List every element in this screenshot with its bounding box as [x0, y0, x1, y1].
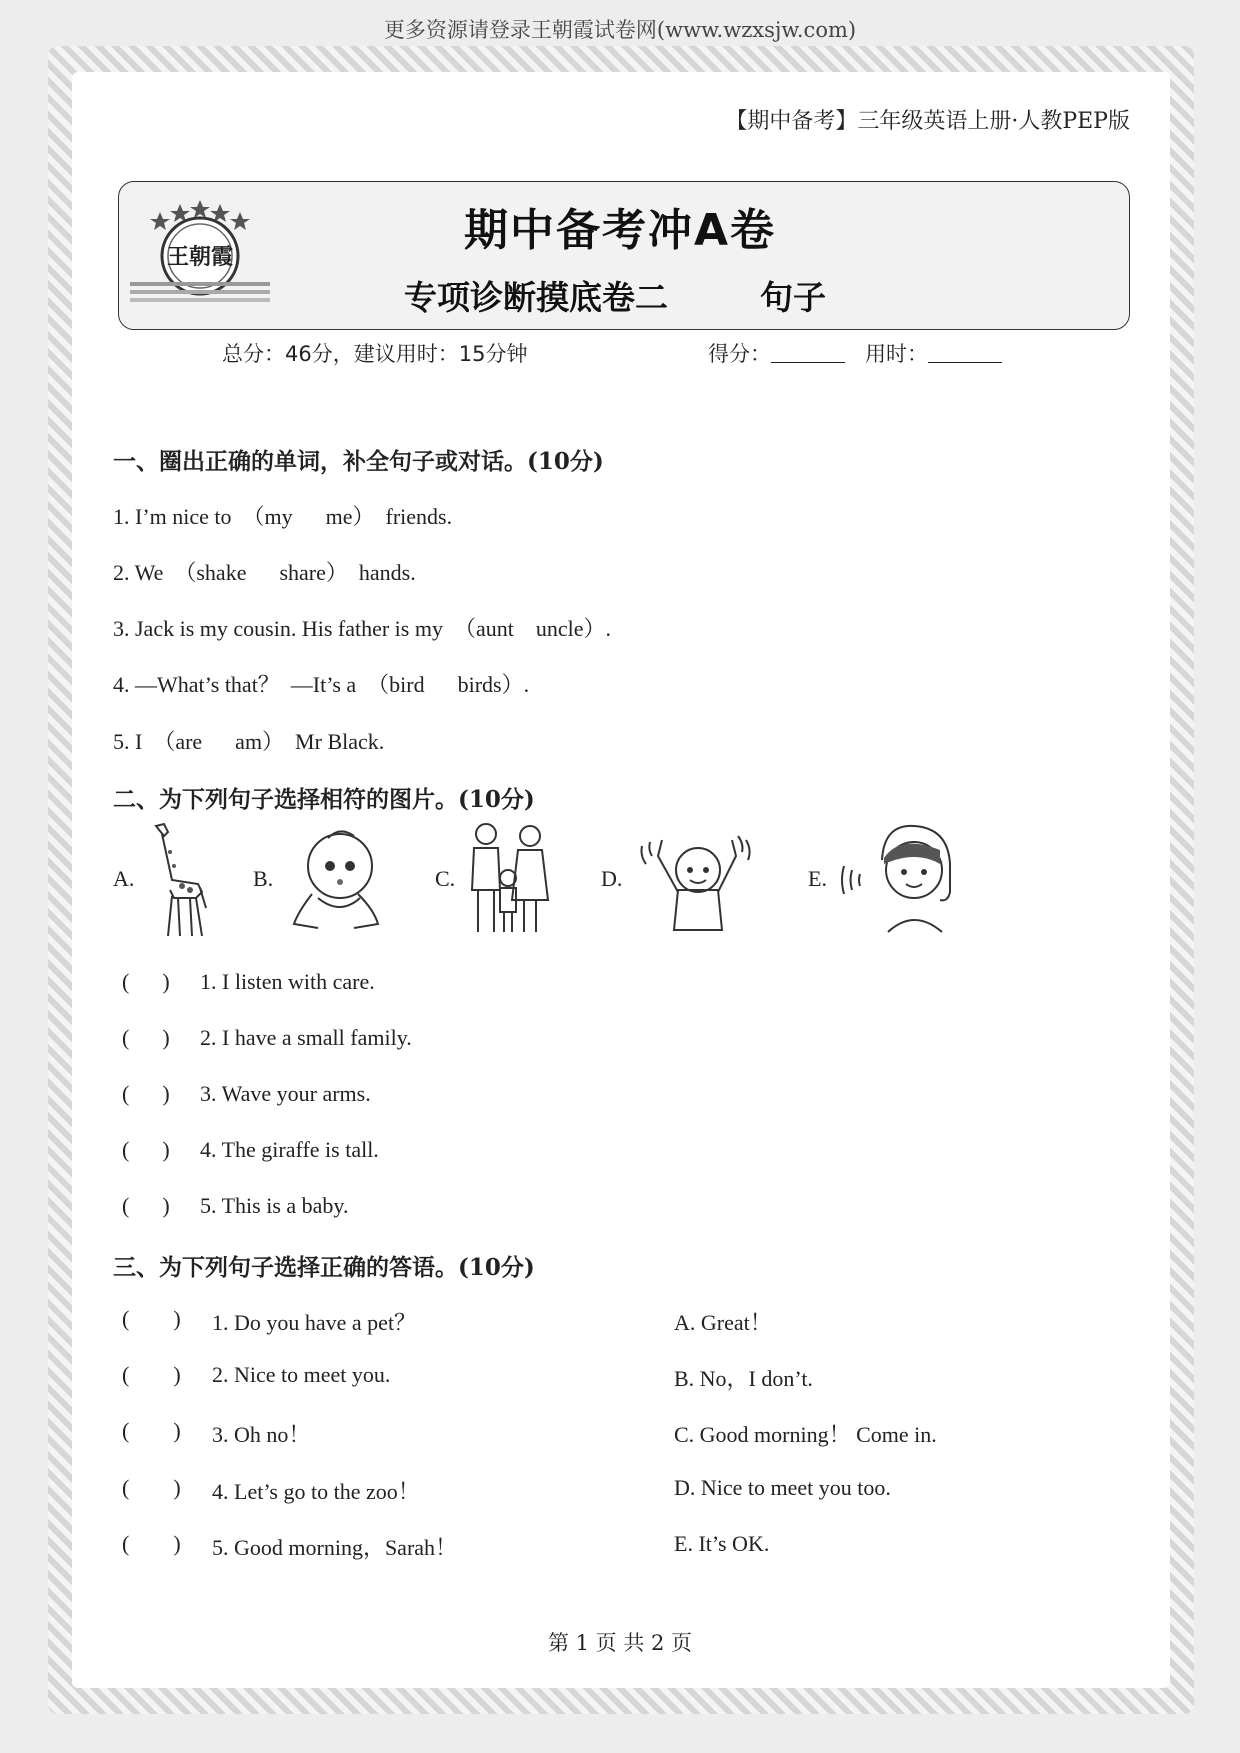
section2-title: 二、为下列句子选择相符的图片。(10分): [113, 786, 535, 813]
answer-bracket[interactable]: ( ): [122, 969, 170, 994]
score-field: [708, 338, 1002, 368]
section2-item: 4. The giraffe is tall.: [200, 1137, 379, 1162]
section3-answer: A. Great！: [674, 1310, 772, 1335]
family-icon: [466, 820, 556, 940]
section2-item: 1. I listen with care.: [200, 969, 375, 994]
top-banner: 更多资源请登录王朝霞试卷网(www.wzxsjw.com): [383, 18, 857, 42]
section3-question: 2. Nice to meet you.: [212, 1362, 391, 1387]
section1-item: 5. I （are am） Mr Black.: [113, 729, 385, 754]
answer-bracket[interactable]: ( ): [122, 1025, 170, 1050]
page-footer: 第 1 页 共 2 页: [547, 1631, 693, 1655]
section3-question: 3. Oh no！: [212, 1422, 311, 1447]
waving-boy-icon: [638, 826, 758, 934]
section3-answer: E. It’s OK.: [674, 1531, 770, 1556]
section1-item: 4. —What’s that？ —It’s a （bird birds）.: [113, 672, 530, 697]
svg-text:王朝霞: 王朝霞: [166, 244, 234, 270]
answer-bracket[interactable]: ( ): [122, 1193, 170, 1218]
score-info: 总分：46分，建议用时：15分钟: [222, 342, 528, 366]
section1-title: 一、圈出正确的单词，补全句子或对话。(10分): [113, 448, 604, 475]
header-note: 【期中备考】三年级英语上册·人教PEP版: [725, 109, 1130, 134]
picture-label-c: C.: [435, 866, 456, 891]
score-label: 得分：: [708, 342, 771, 366]
score-blank[interactable]: [771, 342, 845, 363]
time-blank[interactable]: [928, 342, 1002, 363]
answer-bracket[interactable]: ( ): [122, 1475, 181, 1500]
main-title: 期中备考冲A卷: [463, 205, 777, 256]
section3-answer: C. Good morning！ Come in.: [674, 1422, 937, 1447]
time-label: 用时：: [865, 342, 929, 366]
picture-label-e: E.: [808, 866, 827, 891]
section3-answer: B. No，I don’t.: [674, 1366, 813, 1391]
answer-bracket[interactable]: ( ): [122, 1137, 170, 1162]
picture-label-b: B.: [253, 866, 274, 891]
section3-title: 三、为下列句子选择正确的答语。(10分): [113, 1254, 535, 1281]
listening-girl-icon: [840, 820, 956, 936]
section3-question: 5. Good morning，Sarah！: [212, 1535, 458, 1560]
section2-item: 5. This is a baby.: [200, 1193, 349, 1218]
subtitle: 专项诊断摸底卷二: [404, 278, 668, 317]
picture-label-d: D.: [601, 866, 623, 891]
section3-question: 4. Let’s go to the zoo！: [212, 1479, 420, 1504]
answer-bracket[interactable]: ( ): [122, 1362, 181, 1387]
section1-item: 1. I’m nice to （my me） friends.: [113, 504, 453, 529]
section2-item: 3. Wave your arms.: [200, 1081, 371, 1106]
subtitle-topic: 句子: [760, 278, 826, 317]
answer-bracket[interactable]: ( ): [122, 1081, 170, 1106]
answer-bracket[interactable]: ( ): [122, 1306, 181, 1331]
section1-item: 3. Jack is my cousin. His father is my （aunt uncle）.: [113, 616, 611, 641]
answer-bracket[interactable]: ( ): [122, 1531, 181, 1556]
section3-question: 1. Do you have a pet？: [212, 1310, 417, 1335]
section3-answer: D. Nice to meet you too.: [674, 1475, 891, 1500]
giraffe-icon: [144, 818, 210, 940]
section1-item: 2. We （shake share） hands.: [113, 560, 416, 585]
picture-label-a: A.: [113, 866, 135, 891]
answer-bracket[interactable]: ( ): [122, 1418, 181, 1443]
baby-icon: [288, 824, 384, 934]
section2-item: 2. I have a small family.: [200, 1025, 412, 1050]
